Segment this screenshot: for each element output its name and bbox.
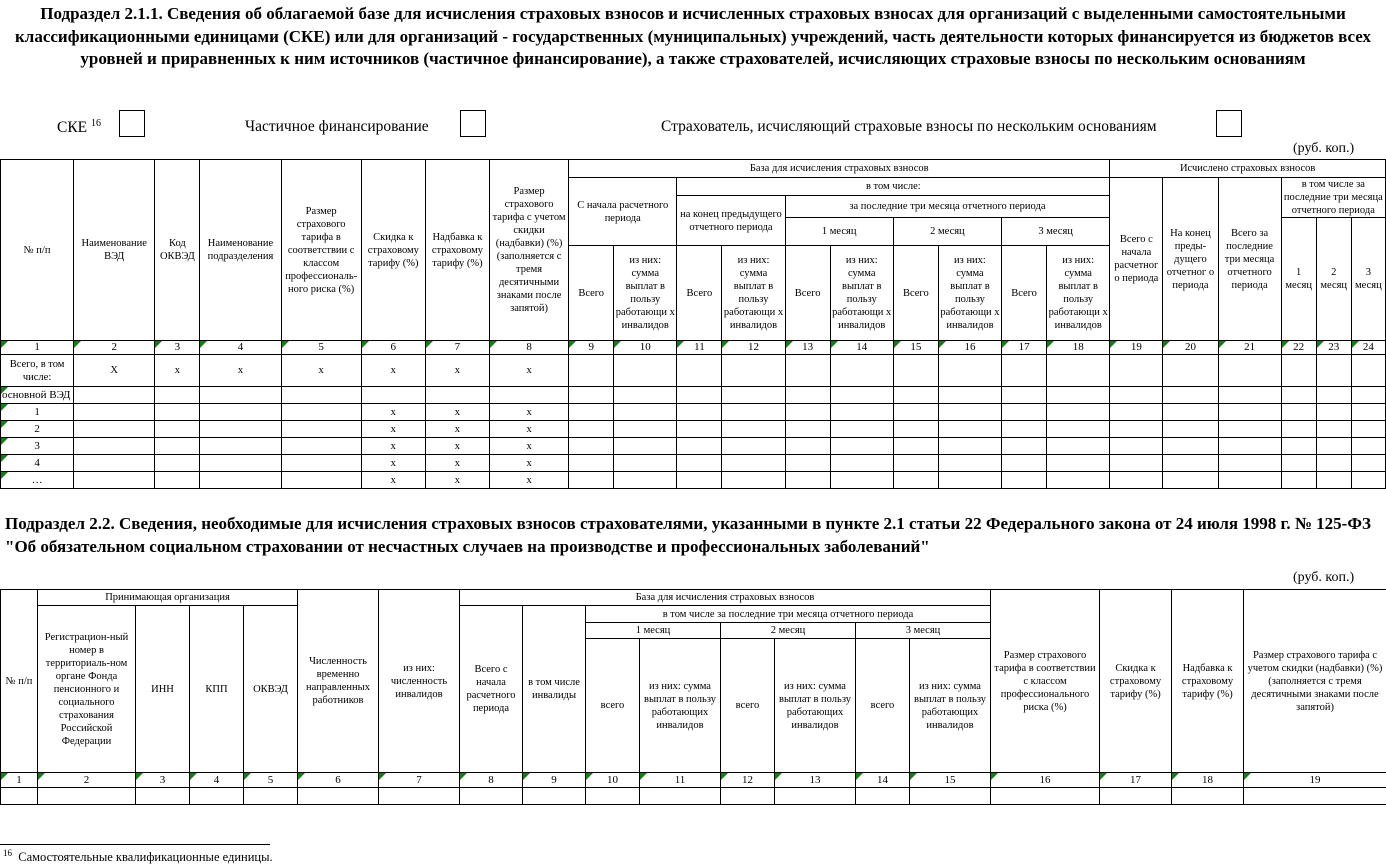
input-cell[interactable] <box>569 472 614 489</box>
col-number: 2 <box>74 341 155 355</box>
x-cell: x <box>425 438 489 455</box>
row-main-ved <box>1 387 1386 404</box>
input-cell[interactable] <box>155 421 200 438</box>
table-row <box>1 455 1386 472</box>
table-row <box>1 404 1386 421</box>
input-cell[interactable] <box>785 404 830 421</box>
col-number: 14 <box>830 341 893 355</box>
hdr-total: Всего <box>677 246 722 341</box>
input-cell[interactable] <box>1281 438 1316 455</box>
input-cell[interactable] <box>569 438 614 455</box>
t2-col-number: 4 <box>190 773 244 788</box>
hdr-tariff: Размер страхового тарифа в соответствии с классом профессиональ-ного риска (%) <box>281 160 361 341</box>
col-number: 19 <box>1110 341 1163 355</box>
t2-col-number: 13 <box>775 773 856 788</box>
hdr-of-them: из них: сумма выплат в пользу работающи х инвалидов <box>614 246 677 341</box>
input-cell[interactable] <box>938 472 1001 489</box>
x-cell: x <box>361 355 425 387</box>
input-cell[interactable] <box>893 404 938 421</box>
input-cell[interactable] <box>722 455 785 472</box>
hdr-cm2: 2 месяц <box>1316 218 1351 341</box>
t2-hdr-m3: 3 месяц <box>856 623 991 639</box>
input-cell[interactable] <box>74 404 155 421</box>
hdr-including: в том числе: <box>677 178 1110 196</box>
hdr-calc: Исчислено страховых взносов <box>1110 160 1386 178</box>
t2-hdr-surcharge: Надбавка к страховому тарифу (%) <box>1172 590 1244 773</box>
hdr-from-start: С начала расчетного периода <box>569 178 677 246</box>
input-cell[interactable] <box>1002 472 1047 489</box>
hdr-num: № п/п <box>1 160 74 341</box>
t2-hdr-base: База для исчисления страховых взносов <box>460 590 991 606</box>
section-2-unit: (руб. коп.) <box>1293 570 1355 585</box>
hdr-surcharge: Надбавка к страховому тарифу (%) <box>425 160 489 341</box>
table-row <box>1 421 1386 438</box>
input-cell[interactable] <box>785 438 830 455</box>
input-cell[interactable] <box>785 455 830 472</box>
hdr-of-them: из них: сумма выплат в пользу работающи х инвалидов <box>1047 246 1110 341</box>
row-label: 4 <box>1 455 74 472</box>
t2-hdr-kpp: КПП <box>190 606 244 773</box>
x-cell: x <box>281 355 361 387</box>
input-cell[interactable] <box>200 421 281 438</box>
input-cell[interactable] <box>74 472 155 489</box>
hdr-base: База для исчисления страховых взносов <box>569 160 1110 178</box>
t2-hdr-discount: Скидка к страховому тарифу (%) <box>1100 590 1172 773</box>
input-cell[interactable] <box>200 472 281 489</box>
input-cell[interactable] <box>677 421 722 438</box>
input-cell[interactable] <box>1316 421 1351 438</box>
input-cell[interactable] <box>722 404 785 421</box>
t2-col-number: 9 <box>523 773 586 788</box>
col-number: 22 <box>1281 341 1316 355</box>
t2-col-number: 7 <box>379 773 460 788</box>
t2-hdr-inn: ИНН <box>136 606 190 773</box>
input-cell[interactable] <box>281 455 361 472</box>
input-cell[interactable] <box>155 404 200 421</box>
t2-col-number: 12 <box>721 773 775 788</box>
x-cell: x <box>361 455 425 472</box>
t2-hdr-num: № п/п <box>1 590 38 773</box>
input-cell[interactable] <box>938 455 1001 472</box>
hdr-total: Всего <box>569 246 614 341</box>
t2-col-number: 1 <box>1 773 38 788</box>
input-cell[interactable] <box>1281 404 1316 421</box>
input-cell[interactable] <box>74 421 155 438</box>
x-cell: x <box>425 455 489 472</box>
t2-hdr-tariff-adj: Размер страхового тарифа с учетом скидки (надбавки) (%) (заполняется с тремя десятичными знаками после запятой) <box>1244 590 1386 773</box>
hdr-tariff-adj: Размер страхового тарифа с учетом скидки (надбавки) (%) (заполняется с тремя десятичными знаками после запятой) <box>489 160 568 341</box>
input-cell[interactable] <box>1047 472 1110 489</box>
input-cell[interactable] <box>1110 421 1163 438</box>
input-cell[interactable] <box>569 404 614 421</box>
input-cell[interactable] <box>1281 455 1316 472</box>
input-cell[interactable] <box>155 472 200 489</box>
input-cell[interactable] <box>1110 404 1163 421</box>
x-cell: x <box>489 472 568 489</box>
input-cell[interactable] <box>785 472 830 489</box>
hdr-calc-last3: Всего за последние три месяца отчетного периода <box>1218 178 1281 341</box>
input-cell[interactable] <box>1218 404 1281 421</box>
input-cell[interactable] <box>1047 421 1110 438</box>
col-number: 16 <box>938 341 1001 355</box>
input-cell[interactable] <box>569 421 614 438</box>
input-cell[interactable] <box>830 455 893 472</box>
input-cell[interactable] <box>1163 404 1218 421</box>
t2-hdr-m2: 2 месяц <box>721 623 856 639</box>
input-cell[interactable] <box>830 472 893 489</box>
input-cell[interactable] <box>1218 421 1281 438</box>
input-cell[interactable] <box>1218 472 1281 489</box>
input-cell[interactable] <box>155 455 200 472</box>
section-1-table <box>0 159 1386 489</box>
col-number: 3 <box>155 341 200 355</box>
hdr-prev-end: на конец предыдущего отчетного периода <box>677 196 785 246</box>
input-cell[interactable] <box>677 404 722 421</box>
input-cell[interactable] <box>614 438 677 455</box>
input-cell[interactable] <box>569 455 614 472</box>
input-cell[interactable] <box>74 455 155 472</box>
t2-hdr-incl-disabled: в том числе инвалиды <box>523 606 586 773</box>
hdr-okved: Код ОКВЭД <box>155 160 200 341</box>
t2-hdr-of-them: из них: сумма выплат в пользу работающих инвалидов <box>640 639 721 773</box>
col-number: 13 <box>785 341 830 355</box>
input-cell[interactable] <box>830 438 893 455</box>
t2-col-number: 3 <box>136 773 190 788</box>
input-cell[interactable] <box>677 438 722 455</box>
input-cell[interactable] <box>1218 455 1281 472</box>
hdr-of-them: из них: сумма выплат в пользу работающи х инвалидов <box>722 246 785 341</box>
hdr-total: Всего <box>893 246 938 341</box>
t2-hdr-of-them: из них: сумма выплат в пользу работающих инвалидов <box>775 639 856 773</box>
x-cell: x <box>425 472 489 489</box>
t2-hdr-disabled-count: из них: численность инвалидов <box>379 590 460 773</box>
multi-basis-checkbox[interactable] <box>1216 110 1242 137</box>
input-cell[interactable] <box>1163 472 1218 489</box>
input-cell[interactable] <box>1316 472 1351 489</box>
flags-row <box>0 110 1386 142</box>
input-cell[interactable] <box>677 472 722 489</box>
col-number: 9 <box>569 341 614 355</box>
multi-basis-label: Страхователь, исчисляющий страховые взносы по нескольким основаниям <box>661 118 1157 135</box>
col-number: 8 <box>489 341 568 355</box>
hdr-total: Всего <box>785 246 830 341</box>
row-total-label: Всего, в том числе: <box>1 355 74 387</box>
x-cell: x <box>489 421 568 438</box>
input-cell[interactable] <box>1110 472 1163 489</box>
t2-hdr-total-start: Всего с начала расчетного периода <box>460 606 523 773</box>
input-cell[interactable] <box>1002 404 1047 421</box>
input-cell[interactable] <box>1351 438 1385 455</box>
t2-col-number: 19 <box>1244 773 1386 788</box>
t2-hdr-receiving-org: Принимающая организация <box>38 590 298 606</box>
input-cell[interactable] <box>281 421 361 438</box>
hdr-ved-name: Наименование ВЭД <box>74 160 155 341</box>
t2-data-row <box>1 788 1386 805</box>
input-cell[interactable] <box>1316 404 1351 421</box>
input-cell[interactable] <box>1002 421 1047 438</box>
input-cell[interactable] <box>938 404 1001 421</box>
input-cell[interactable] <box>1163 438 1218 455</box>
t2-hdr-all: всего <box>856 639 910 773</box>
t2-col-number: 17 <box>1100 773 1172 788</box>
hdr-m1: 1 месяц <box>785 218 893 246</box>
hdr-m2: 2 месяц <box>893 218 1001 246</box>
t2-col-number: 15 <box>910 773 991 788</box>
t2-col-number: 5 <box>244 773 298 788</box>
input-cell[interactable] <box>155 438 200 455</box>
input-cell[interactable] <box>1163 421 1218 438</box>
ske-flag-label: СКЕ $^{16}$ <box>57 118 102 137</box>
table-row <box>1 438 1386 455</box>
col-number: 12 <box>722 341 785 355</box>
partial-financing-label: Частичное финансирование <box>245 118 429 135</box>
section-2-table <box>0 589 1386 805</box>
input-cell[interactable] <box>1281 472 1316 489</box>
input-cell[interactable] <box>830 421 893 438</box>
row-label: … <box>1 472 74 489</box>
input-cell[interactable] <box>1316 438 1351 455</box>
input-cell[interactable] <box>614 455 677 472</box>
row-label: 1 <box>1 404 74 421</box>
input-cell[interactable] <box>1351 404 1385 421</box>
t2-col-number: 14 <box>856 773 910 788</box>
input-cell[interactable] <box>1351 421 1385 438</box>
input-cell[interactable] <box>614 404 677 421</box>
input-cell[interactable] <box>200 455 281 472</box>
input-cell[interactable] <box>200 438 281 455</box>
t2-hdr-m1: 1 месяц <box>586 623 721 639</box>
section-2-title: Подраздел 2.2. Сведения, необходимые для исчисления страховых взносов страхователями, указанными в пункте 2.1 статьи 22 Федерального закона от 24 июля 1998 г. № 125-ФЗ "Об обязательном социальном страховании от несчастных случаев на производстве и профессиональных заболеваний" <box>5 514 1371 556</box>
t2-hdr-tariff: Размер страхового тарифа в соответствии с классом профессионального риска (%) <box>991 590 1100 773</box>
input-cell[interactable] <box>722 472 785 489</box>
input-cell[interactable] <box>722 438 785 455</box>
col-number: 17 <box>1002 341 1047 355</box>
input-cell[interactable] <box>1002 438 1047 455</box>
t2-hdr-all: всего <box>721 639 775 773</box>
hdr-cm1: 1 месяц <box>1281 218 1316 341</box>
col-number: 18 <box>1047 341 1110 355</box>
col-number: 5 <box>281 341 361 355</box>
col-number: 21 <box>1218 341 1281 355</box>
input-cell[interactable] <box>938 438 1001 455</box>
col-number: 24 <box>1351 341 1385 355</box>
hdr-total: Всего <box>1002 246 1047 341</box>
x-cell: x <box>425 355 489 387</box>
hdr-of-them: из них: сумма выплат в пользу работающи х инвалидов <box>938 246 1001 341</box>
input-cell[interactable] <box>938 421 1001 438</box>
x-cell: x <box>200 355 281 387</box>
x-cell: x <box>361 438 425 455</box>
input-cell[interactable] <box>281 472 361 489</box>
input-cell[interactable] <box>1002 455 1047 472</box>
t2-hdr-all: всего <box>586 639 640 773</box>
x-cell: x <box>361 404 425 421</box>
row-main-ved-label: основной ВЭД <box>1 387 74 404</box>
t2-col-number: 2 <box>38 773 136 788</box>
input-cell[interactable] <box>1163 455 1218 472</box>
col-number: 4 <box>200 341 281 355</box>
hdr-calc-incl-last3: в том числе за последние три месяца отчетного периода <box>1281 178 1385 218</box>
t2-hdr-reg-num: Регистрацион-ный номер в территориаль-ном органе Фонда пенсионного и социального страхования Российской Федерации <box>38 606 136 773</box>
col-number: 1 <box>1 341 74 355</box>
x-cell: X <box>74 355 155 387</box>
t2-col-number: 8 <box>460 773 523 788</box>
col-number: 15 <box>893 341 938 355</box>
t2-col-number: 18 <box>1172 773 1244 788</box>
col-number: 20 <box>1163 341 1218 355</box>
t2-col-number: 11 <box>640 773 721 788</box>
input-cell[interactable] <box>677 455 722 472</box>
x-cell: x <box>489 355 568 387</box>
input-cell[interactable] <box>200 404 281 421</box>
input-cell[interactable] <box>281 404 361 421</box>
hdr-cm3: 3 месяц <box>1351 218 1385 341</box>
hdr-m3: 3 месяц <box>1002 218 1110 246</box>
t2-hdr-headcount: Численность временно направленных работников <box>298 590 379 773</box>
t2-col-number: 6 <box>298 773 379 788</box>
partial-financing-checkbox[interactable] <box>460 110 486 137</box>
row-total <box>1 355 1386 387</box>
section-1-title: Подраздел 2.1.1. Сведения об облагаемой базе для исчисления страховых взносов и исчисленных страховых взносах для организаций с выделенными самостоятельными классификационными единицами (СКЕ) или для организаций - государственных (муниципальных) учреждений, часть деятельности которых финансируется из бюджетов всех уровней и приравненных к ним источников (частичное финансирование), а также страхователей, исчисляющих страховые взносы по нескольким основаниям <box>15 4 1371 68</box>
ske-checkbox[interactable] <box>119 110 145 137</box>
t2-hdr-incl-last3: в том числе за последние три месяца отчетного периода <box>586 606 991 623</box>
x-cell: x <box>489 438 568 455</box>
col-number: 11 <box>677 341 722 355</box>
input-cell[interactable] <box>74 438 155 455</box>
input-cell[interactable] <box>1281 421 1316 438</box>
footnote: $^{16}$ Самостоятельные квалификационные единицы. <box>3 848 273 865</box>
input-cell[interactable] <box>614 472 677 489</box>
section-1-unit: (руб. коп.) <box>1293 141 1355 156</box>
input-cell[interactable] <box>722 421 785 438</box>
hdr-division: Наименование подразделения <box>200 160 281 341</box>
col-number: 7 <box>425 341 489 355</box>
row-label: 2 <box>1 421 74 438</box>
x-cell: x <box>155 355 200 387</box>
input-cell[interactable] <box>281 438 361 455</box>
input-cell[interactable] <box>893 472 938 489</box>
hdr-discount: Скидка к страховому тарифу (%) <box>361 160 425 341</box>
input-cell[interactable] <box>893 421 938 438</box>
column-numbers-row <box>1 341 1386 355</box>
hdr-calc-prev-end: На конец преды-дущего отчетног о периода <box>1163 178 1218 341</box>
x-cell: x <box>425 421 489 438</box>
x-cell: x <box>361 421 425 438</box>
t2-col-number: 10 <box>586 773 640 788</box>
input-cell[interactable] <box>1047 438 1110 455</box>
t2-col-number: 16 <box>991 773 1100 788</box>
input-cell[interactable] <box>1316 455 1351 472</box>
input-cell[interactable] <box>1110 438 1163 455</box>
input-cell[interactable] <box>830 404 893 421</box>
input-cell[interactable] <box>1110 455 1163 472</box>
col-number: 6 <box>361 341 425 355</box>
t2-hdr-okved: ОКВЭД <box>244 606 298 773</box>
input-cell[interactable] <box>1047 455 1110 472</box>
col-number: 23 <box>1316 341 1351 355</box>
x-cell: x <box>361 472 425 489</box>
x-cell: x <box>489 455 568 472</box>
x-cell: x <box>425 404 489 421</box>
footnote-divider <box>0 844 270 845</box>
input-cell[interactable] <box>614 421 677 438</box>
input-cell[interactable] <box>785 421 830 438</box>
x-cell: x <box>489 404 568 421</box>
t2-column-numbers-row <box>1 773 1386 788</box>
input-cell[interactable] <box>893 438 938 455</box>
col-number: 10 <box>614 341 677 355</box>
input-cell[interactable] <box>1351 472 1385 489</box>
input-cell[interactable] <box>1047 404 1110 421</box>
t2-hdr-of-them: из них: сумма выплат в пользу работающих инвалидов <box>910 639 991 773</box>
input-cell[interactable] <box>1218 438 1281 455</box>
hdr-calc-total-start: Всего с начала расчетног о периода <box>1110 178 1163 341</box>
table-row <box>1 472 1386 489</box>
row-label: 3 <box>1 438 74 455</box>
input-cell[interactable] <box>893 455 938 472</box>
hdr-of-them: из них: сумма выплат в пользу работающи х инвалидов <box>830 246 893 341</box>
input-cell[interactable] <box>1351 455 1385 472</box>
hdr-last3: за последние три месяца отчетного периода <box>785 196 1110 218</box>
